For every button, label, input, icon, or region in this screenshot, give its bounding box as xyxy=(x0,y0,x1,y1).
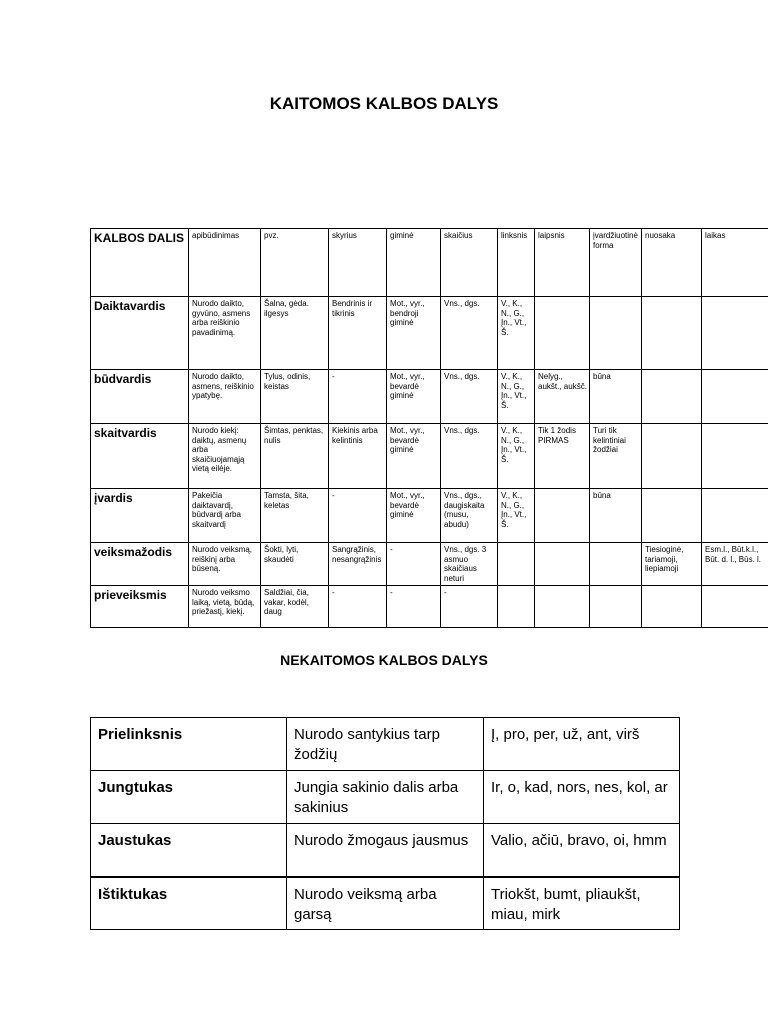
table-cell: Į, pro, per, už, ant, virš xyxy=(484,718,680,771)
row-label: Prielinksnis xyxy=(91,718,287,771)
table-cell: Mot., vyr., bendroji giminė xyxy=(387,297,441,370)
table-cell xyxy=(498,543,535,586)
table-cell xyxy=(535,489,590,543)
table-cell: V., K., N., G., Įn., Vt., Š. xyxy=(498,424,535,489)
row-label: būdvardis xyxy=(91,370,189,424)
row-label: Jungtukas xyxy=(91,771,287,824)
table-cell xyxy=(498,586,535,628)
table-cell: Vns., dgs. xyxy=(441,424,498,489)
row-label: įvardis xyxy=(91,489,189,543)
table-cell: Mot., vyr., bevardė giminė xyxy=(387,424,441,489)
table-cell: - xyxy=(329,370,387,424)
table-row xyxy=(91,489,768,543)
table-cell: Bendrinis ir tikrinis xyxy=(329,297,387,370)
table-row xyxy=(91,424,768,489)
table-cell: Esm.l., Būt.k.l., Būt. d. l., Būs. l. xyxy=(702,543,768,586)
header-cell: nuosaka xyxy=(642,229,702,297)
table-cell: Sangrąžinis, nesangrąžinis xyxy=(329,543,387,586)
uninflected-parts-table xyxy=(90,717,680,930)
header-cell: laikas xyxy=(702,229,768,297)
table-cell: Vns., dgs. xyxy=(441,297,498,370)
table-cell: Nurodo daikto, gyvūno, asmens arba reiškinio pavadinimą. xyxy=(189,297,261,370)
table-cell xyxy=(590,297,642,370)
table-cell xyxy=(702,370,768,424)
table-cell: Nurodo veiksmo laiką, vietą, būdą, priežastį, kiekį. xyxy=(189,586,261,628)
table-cell: V., K., N., G., Įn., Vt., Š. xyxy=(498,370,535,424)
table-cell xyxy=(590,586,642,628)
header-cell: linksnis xyxy=(498,229,535,297)
table-cell xyxy=(702,489,768,543)
table-cell: - xyxy=(329,489,387,543)
row-label: Jaustukas xyxy=(91,824,287,877)
table-row xyxy=(91,877,680,930)
table-cell xyxy=(642,424,702,489)
table-row xyxy=(91,297,768,370)
table-cell: Kiekinis arba kelintinis xyxy=(329,424,387,489)
table-cell xyxy=(702,424,768,489)
table-cell: Nurodo santykius tarp žodžių xyxy=(287,718,484,771)
table-cell: Mot., vyr., bevardė giminė xyxy=(387,370,441,424)
header-cell: įvardžiuotinė forma xyxy=(590,229,642,297)
table-cell: Nurodo kiekį: daiktų, asmenų arba skaičiuojamąją vietą eilėje. xyxy=(189,424,261,489)
table-cell: Nurodo veiksmą, reiškinį arba būseną. xyxy=(189,543,261,586)
table-cell xyxy=(535,586,590,628)
table-cell: Tylus, odinis, keistas xyxy=(261,370,329,424)
table-cell: Tiesioginė, tariamoji, liepiamoji xyxy=(642,543,702,586)
row-label: skaitvardis xyxy=(91,424,189,489)
header-cell: laipsnis xyxy=(535,229,590,297)
table-row xyxy=(91,370,768,424)
table-cell: - xyxy=(441,586,498,628)
table-cell xyxy=(702,586,768,628)
table-cell: Nelyg., aukšt., aukšč. xyxy=(535,370,590,424)
table-cell: Nurodo veiksmą arba garsą xyxy=(287,877,484,930)
table-cell xyxy=(642,370,702,424)
table-cell xyxy=(702,297,768,370)
table-cell: Triokšt, bumt, pliaukšt, miau, mirk xyxy=(484,877,680,930)
table-cell xyxy=(642,297,702,370)
header-cell: KALBOS DALIS xyxy=(91,229,189,297)
page-title: KAITOMOS KALBOS DALYS xyxy=(269,94,499,113)
header-cell: giminė xyxy=(387,229,441,297)
table-cell: būna xyxy=(590,370,642,424)
table-cell: Vns., dgs., daugiskaita (musu, abudu) xyxy=(441,489,498,543)
table-cell: būna xyxy=(590,489,642,543)
row-label: Ištiktukas xyxy=(91,877,287,930)
table-cell: Ir, o, kad, nors, nes, kol, ar xyxy=(484,771,680,824)
table-cell: Šalna, gėda. ilgesys xyxy=(261,297,329,370)
table-cell: Valio, ačiū, bravo, oi, hmm xyxy=(484,824,680,877)
table-cell xyxy=(535,297,590,370)
row-label: veiksmažodis xyxy=(91,543,189,586)
inflected-parts-table xyxy=(90,228,768,628)
table-cell: V., K., N., G., Įn., Vt., Š. xyxy=(498,297,535,370)
table-row xyxy=(91,586,768,628)
table-cell: Nurodo žmogaus jausmus xyxy=(287,824,484,877)
header-cell: skaičius xyxy=(441,229,498,297)
table-cell: Saldžiai, čia, vakar, kodėl, daug xyxy=(261,586,329,628)
table-cell: Pakeičia daiktavardį, būdvardį arba skaitvardį xyxy=(189,489,261,543)
table-cell: Vns., dgs. xyxy=(441,370,498,424)
table-cell: - xyxy=(387,586,441,628)
table-cell: Šimtas, penktas, nulis xyxy=(261,424,329,489)
row-label: Daiktavardis xyxy=(91,297,189,370)
table-row xyxy=(91,771,680,824)
row-label: prieveiksmis xyxy=(91,586,189,628)
header-cell: apibūdinimas xyxy=(189,229,261,297)
table-cell: Jungia sakinio dalis arba sakinius xyxy=(287,771,484,824)
table-cell: - xyxy=(329,586,387,628)
table-cell: Nurodo daikto, asmens, reiškinio ypatybę. xyxy=(189,370,261,424)
table-cell: Šokti, lyti, skaudėti xyxy=(261,543,329,586)
table-cell: - xyxy=(387,543,441,586)
header-cell: pvz. xyxy=(261,229,329,297)
table-cell: Tik 1 žodis PIRMAS xyxy=(535,424,590,489)
table-row xyxy=(91,543,768,586)
table-header-row xyxy=(91,229,768,297)
table-row xyxy=(91,718,680,771)
table-cell: Mot., vyr., bevardė giminė xyxy=(387,489,441,543)
table-cell xyxy=(642,586,702,628)
table-cell xyxy=(590,543,642,586)
table-cell: V., K., N., G., Įn., Vt., Š. xyxy=(498,489,535,543)
table-cell: Vns., dgs. 3 asmuo skaičiaus neturi xyxy=(441,543,498,586)
table-cell: Turi tik kelintiniai žodžiai xyxy=(590,424,642,489)
header-cell: skyrius xyxy=(329,229,387,297)
section-title: NEKAITOMOS KALBOS DALYS xyxy=(280,652,488,668)
table-cell xyxy=(642,489,702,543)
table-cell: Tamsta, šita, keletas xyxy=(261,489,329,543)
table-cell xyxy=(535,543,590,586)
table-row xyxy=(91,824,680,877)
